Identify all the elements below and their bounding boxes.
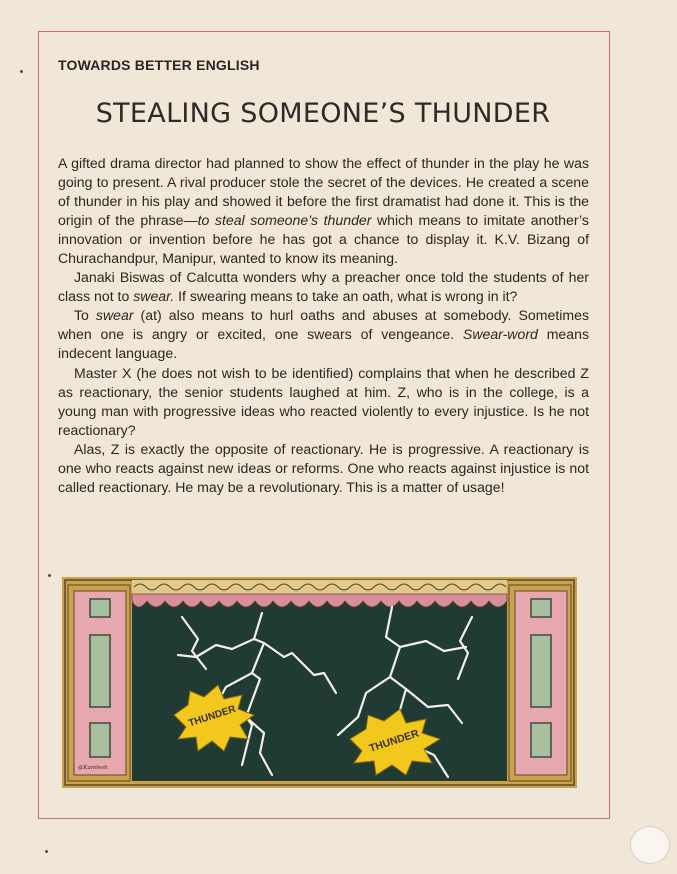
stage-backdrop xyxy=(132,594,507,781)
article-body xyxy=(58,154,589,497)
paragraph-4: Master X (he does not wish to be identified) complains that when he described Z as reactionary, the senior students laughed at him. Z, who is in the college, is a young man with progressive ideas who reacted violently to every injustice. Is he not reactionary? xyxy=(58,364,589,438)
paragraph-3: To swear (at) also means to hurl oaths and abuses at somebody. Sometimes when one is angry or excited, one swears of vengeance. Swear-word means indecent language. xyxy=(58,307,589,362)
paragraph-1: A gifted drama director had planned to show the effect of thunder in the play he was going to present. A rival producer stole the secret of the devices. He created a scene of thunder in his play and showed it before the first dramatist had done it. This is the origin of the phrase—to steal someone’s thunder which means to imitate another’s innovation or invention before he has got a chance to display it. K.V. Bizang of Churachandpur, Manipur, wanted to know its meaning. xyxy=(58,155,589,267)
page-title: STEALING SOMEONE’S THUNDER xyxy=(95,98,551,129)
paragraph-2: Janaki Biswas of Calcutta wonders why a preacher once told the students of her class not to swear. If swearing means to take an oath, what is wrong in it? xyxy=(58,269,589,305)
paper-speck xyxy=(45,850,48,853)
right-pillar xyxy=(509,585,571,781)
artist-signature: @Kamlesh xyxy=(78,765,108,771)
ornamental-border xyxy=(132,580,507,594)
thunder-label-left: THUNDER xyxy=(187,703,238,730)
section-label: TOWARDS BETTER ENGLISH xyxy=(58,57,260,73)
paper-speck xyxy=(20,70,23,73)
paper-speck xyxy=(48,574,51,577)
paragraph-5: Alas, Z is exactly the opposite of reactionary. He is progressive. A reactionary is one who reacts against new ideas or reforms. One who reacts against injustice is not called reactionary. He may be a revolutionary. This is a matter of usage! xyxy=(58,440,589,495)
left-pillar xyxy=(68,585,130,781)
stage-illustration xyxy=(62,577,577,788)
watermark-seal xyxy=(630,826,670,864)
thunder-label-right: THUNDER xyxy=(367,727,421,755)
